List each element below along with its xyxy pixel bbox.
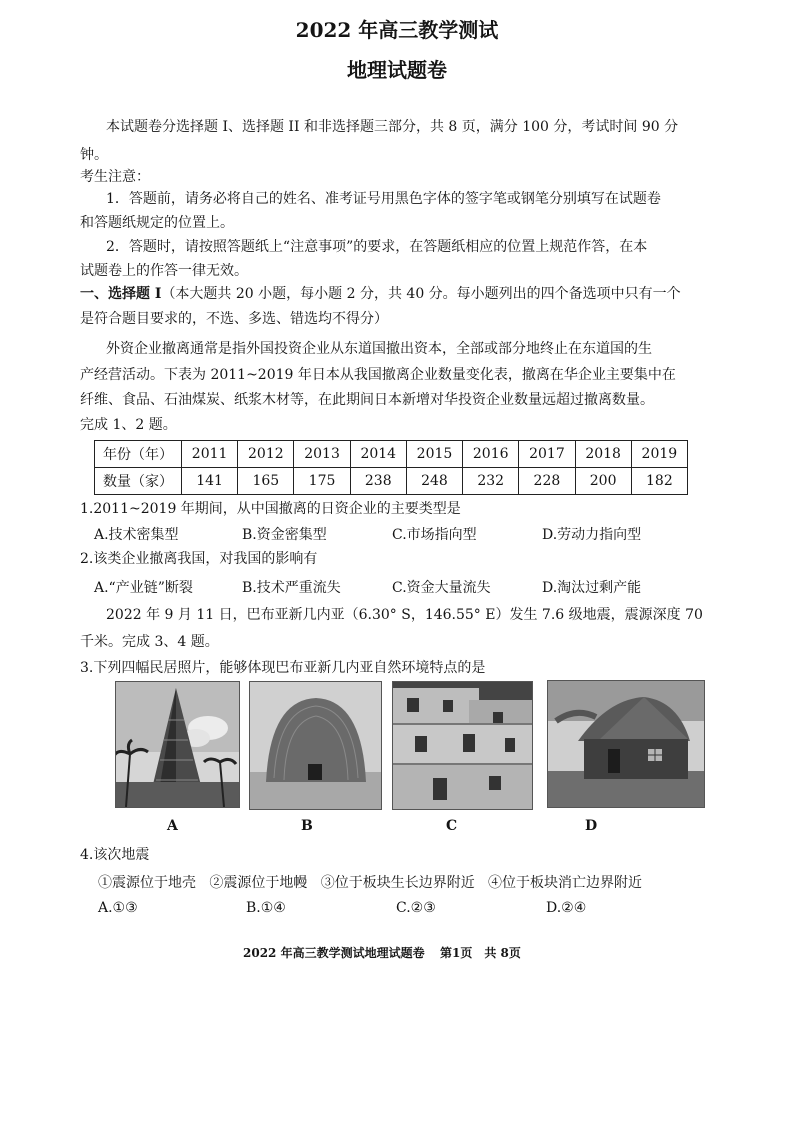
notice-1a: 1．答题前，请务必将自己的姓名、准考证号用黑色字体的签字笔或钢笔分别填写在试题卷 [106,191,661,207]
intro-line-1: 本试题卷分选择题 I、选择题 II 和非选择题三部分，共 8 页，满分 100 分，考试时间 90 分 [106,119,679,135]
photo-b[interactable] [249,681,382,810]
footer-title: 2022 年高三教学测试地理试题卷 [243,946,425,960]
table-cell: 2013 [294,441,350,468]
table-cell: 2017 [519,441,575,468]
notice-2b: 试题卷上的作答一律无效。 [80,263,248,279]
table-row-counts [95,468,688,495]
photo-c[interactable] [392,681,533,810]
adobe-building-image [393,682,532,809]
table-cell: 175 [294,468,350,495]
table-cell: 2019 [631,441,687,468]
table-cell: 2015 [406,441,462,468]
q3-stem: 3.下列四幅民居照片，能够体现巴布亚新几内亚自然环境特点的是 [80,660,486,676]
table-head-year: 年份（年） [95,441,182,468]
table-cell: 228 [519,468,575,495]
q4-option-a[interactable]: A.①③ [98,900,138,916]
caption-c: C [446,818,458,834]
q4-option-c[interactable]: C.②③ [396,900,436,916]
exam-title: 2022 年高三教学测试 [295,18,499,42]
exam-subtitle: 地理试题卷 [347,58,447,82]
section-1-heading: 一、选择题 I [80,286,162,302]
q1-option-b[interactable]: B.资金密集型 [242,527,327,543]
page-number: 第1页 共 8页 [440,946,521,960]
passage-1-line-2: 产经营活动。下表为 2011~2019 年日本从我国撤离企业数量变化表，撤离在华企业主要集中在 [80,367,676,383]
table-cell: 2018 [575,441,631,468]
q4-option-b[interactable]: B.①④ [246,900,286,916]
notice-1b: 和答题纸规定的位置上。 [80,215,234,231]
q4-statements: ①震源位于地壳 ②震源位于地幔 ③位于板块生长边界附近 ④位于板块消亡边界附近 [98,875,643,891]
q1-option-d[interactable]: D.劳动力指向型 [542,527,642,543]
passage-2-line-1: 2022 年 9 月 11 日，巴布亚新几内亚（6.30° S，146.55° E）发生 7.6 级地震，震源深度 70 [106,607,703,623]
section-1-note-b: 是符合题目要求的，不选、多选、错选均不得分） [80,311,388,327]
q2-option-d[interactable]: D.淘汰过剩产能 [542,580,642,596]
table-cell: 248 [406,468,462,495]
passage-2-line-2: 千米。完成 3、4 题。 [80,634,219,650]
table-cell: 2012 [238,441,294,468]
q2-stem: 2.该类企业撤离我国，对我国的影响有 [80,551,318,567]
caption-d: D [585,818,598,834]
q1-option-a[interactable]: A.技术密集型 [94,527,179,543]
table-cell: 200 [575,468,631,495]
intro-line-2: 钟。 [80,147,108,163]
table-row-years [95,441,688,468]
section-1-header [80,281,720,307]
table-cell: 238 [350,468,406,495]
table-cell: 2016 [463,441,519,468]
table-cell: 165 [238,468,294,495]
table-cell: 232 [463,468,519,495]
q2-option-a[interactable]: A.“产业链”断裂 [94,580,193,596]
caption-b: B [301,818,313,834]
table-cell: 182 [631,468,687,495]
withdrawal-table [94,440,688,495]
caption-a: A [167,818,178,834]
q4-stem: 4.该次地震 [80,847,150,863]
q1-option-c[interactable]: C.市场指向型 [392,527,477,543]
thatched-tower-image [116,682,239,807]
turf-house-image [548,681,704,807]
section-1-note-a: （本大题共 20 小题，每小题 2 分，共 40 分。每小题列出的四个备选项中只有一个 [161,286,681,302]
notice-2a: 2．答题时，请按照答题纸上“注意事项”的要求，在答题纸相应的位置上规范作答，在本 [106,239,648,255]
q1-stem: 1.2011~2019 年期间，从中国撤离的日资企业的主要类型是 [80,501,461,517]
notice-title: 考生注意： [80,169,150,185]
q2-option-c[interactable]: C.资金大量流失 [392,580,491,596]
q4-option-d[interactable]: D.②④ [546,900,587,916]
passage-1-line-3: 纤维、食品、石油煤炭、纸浆木材等，在此期间日本新增对华投资企业数量远超过撤离数量。 [80,392,654,408]
beehive-hut-image [250,682,381,809]
table-head-count: 数量（家） [95,468,182,495]
table-cell: 2014 [350,441,406,468]
q2-option-b[interactable]: B.技术严重流失 [242,580,341,596]
passage-1-line-4: 完成 1、2 题。 [80,417,177,433]
passage-1-line-1: 外资企业撤离通常是指外国投资企业从东道国撤出资本，全部或部分地终止在东道国的生 [106,341,652,357]
table-cell: 141 [182,468,238,495]
table-cell: 2011 [182,441,238,468]
photo-a[interactable] [115,681,240,808]
photo-d[interactable] [547,680,705,808]
